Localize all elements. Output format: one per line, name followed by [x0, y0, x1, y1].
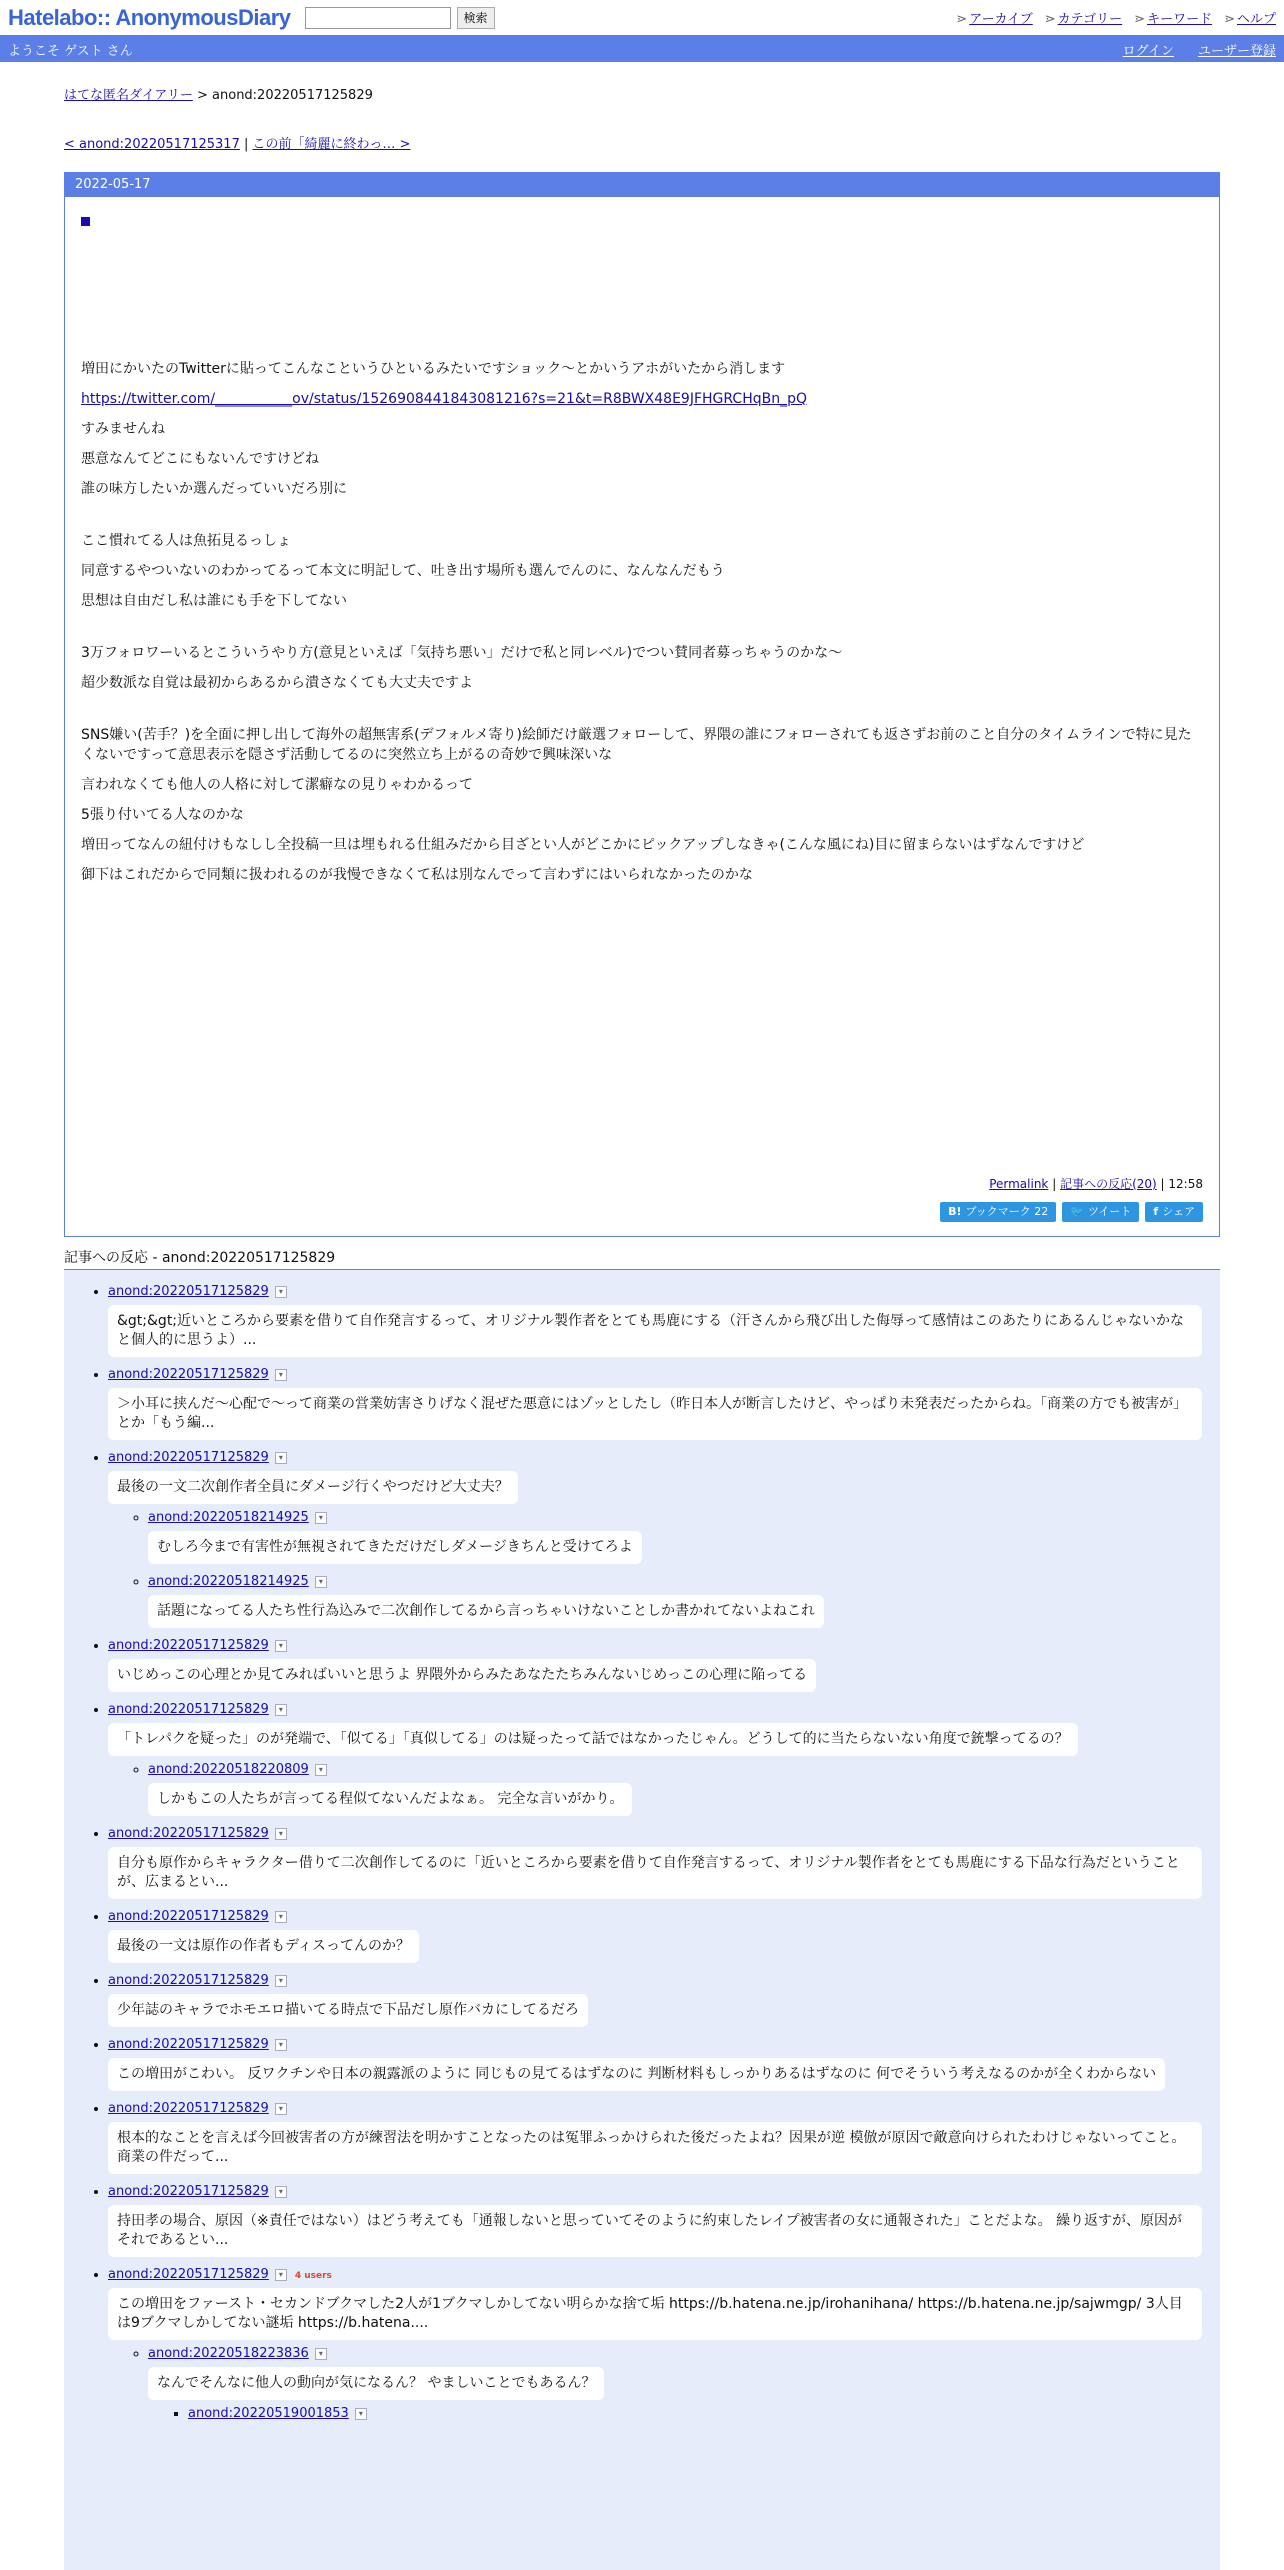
- reaction-id-link[interactable]: anond:20220518220809: [148, 1762, 309, 1777]
- reaction-text: 少年誌のキャラでホモエロ描いてる時点で下品だし原作バカにしてるだろ: [108, 1994, 588, 2027]
- expand-menu-icon[interactable]: ▾: [315, 2348, 327, 2360]
- reaction-id-link[interactable]: anond:20220517125829: [108, 2037, 269, 2052]
- permalink-link[interactable]: Permalink: [989, 1177, 1049, 1191]
- reaction-item: [108, 1450, 1206, 1628]
- welcome-bar: [0, 36, 1284, 62]
- reaction-id-link[interactable]: anond:20220518214925: [148, 1510, 309, 1525]
- reaction-text: しかもこの人たちが言ってる程似てないんだよなぁ。 完全な言いがかり。: [148, 1783, 632, 1816]
- bookmark-count: 22: [1034, 1205, 1049, 1218]
- main-content: [64, 84, 1220, 2570]
- entry-paragraph: 同意するやついないのわかってるって本文に明記して、吐き出す場所も選んでんのに、なんなんだもう: [81, 563, 725, 579]
- expand-menu-icon[interactable]: ▾: [275, 2269, 287, 2281]
- entry-paragraph: 言われなくても他人の人格に対して潔癖なの見りゃわかるって: [81, 777, 473, 793]
- reaction-item: [108, 1284, 1206, 1357]
- reaction-id-link[interactable]: anond:20220517125829: [108, 1638, 269, 1653]
- reaction-item: [188, 2406, 1206, 2421]
- reaction-text: 話題になってる人たち性行為込みで二次創作してるから言っちゃいけないことしか書かれてないよねこれ: [148, 1595, 824, 1628]
- entry-permalink-square[interactable]: [81, 213, 90, 229]
- reactions-title: 記事への反応 - anond:20220517125829: [64, 1247, 1220, 1270]
- reaction-text: &gt;&gt;近いところから要素を借りて自作発言するって、オリジナル製作者をとても馬鹿にする（汗さんから飛び出した侮辱って感情はこのあたりにあるんじゃないかなと個人的に思うよ）...: [108, 1305, 1202, 1357]
- reaction-id-link[interactable]: anond:20220518223836: [148, 2346, 309, 2361]
- reaction-id-link[interactable]: anond:20220517125829: [108, 2101, 269, 2116]
- expand-menu-icon[interactable]: ▾: [275, 1452, 287, 1464]
- prev-next-nav: [64, 133, 1220, 152]
- twitter-icon: 🐦: [1070, 1205, 1084, 1218]
- reaction-id-link[interactable]: anond:20220517125829: [108, 1367, 269, 1382]
- reaction-list: [78, 1284, 1206, 2421]
- reaction-item: [108, 1702, 1206, 1816]
- entry-paragraph: すみませんね: [81, 421, 165, 437]
- share-buttons: [81, 1202, 1203, 1222]
- reaction-item: [108, 1909, 1206, 1963]
- expand-menu-icon[interactable]: ▾: [315, 1764, 327, 1776]
- reaction-item: [108, 2101, 1206, 2174]
- reaction-item: [108, 1367, 1206, 1440]
- reaction-item: [148, 1762, 1206, 1816]
- entry-date: 2022-05-17: [65, 173, 1219, 197]
- entry-paragraph: 誰の味方したいか選んだっていいだろ別に: [81, 481, 347, 497]
- expand-menu-icon[interactable]: ▾: [275, 2103, 287, 2115]
- entry-paragraph: 悪意なんてどこにもないんですけどね: [81, 451, 319, 467]
- reaction-text: いじめっこの心理とか見てみればいいと思うよ 界隈外からみたあなたたちみんないじめっこの心理に陥ってる: [108, 1659, 816, 1692]
- reaction-text: 持田孝の場合、原因（※責任ではない）はどう考えても「通報しないと思っていてそのように約束したレイプ被害者の女に通報された」ことだよな。 繰り返すが、原因がそれであるとい...: [108, 2205, 1202, 2257]
- reaction-id-link[interactable]: anond:20220519001853: [188, 2406, 349, 2421]
- entry-paragraph: 超少数派な自覚は最初からあるから潰さなくても大丈夫ですよ: [81, 675, 473, 691]
- expand-menu-icon[interactable]: ▾: [355, 2408, 367, 2420]
- reaction-item: [108, 2267, 1206, 2421]
- entry-body: [65, 197, 1219, 1236]
- search-input[interactable]: [305, 7, 451, 29]
- reaction-text: 自分も原作からキャラクター借りて二次創作してるのに「近いところから要素を借りて自作発言するって、オリジナル製作者をとても馬鹿にする下品な行為だということが、広まるとい...: [108, 1847, 1202, 1899]
- reactions-list: [64, 1270, 1220, 2570]
- reaction-item: [108, 1638, 1206, 1692]
- reaction-text: 最後の一文は原作の作者もディスってんのか？: [108, 1930, 419, 1963]
- reaction-item: [148, 1574, 1206, 1628]
- expand-menu-icon[interactable]: ▾: [275, 1286, 287, 1298]
- expand-menu-icon[interactable]: ▾: [315, 1576, 327, 1588]
- prev-entry-link[interactable]: < anond:20220517125317: [64, 137, 240, 152]
- expand-menu-icon[interactable]: ▾: [275, 1704, 287, 1716]
- expand-menu-icon[interactable]: ▾: [275, 2186, 287, 2198]
- welcome-text: ようこそ ゲスト さん: [8, 43, 133, 59]
- reaction-text: この増田がこわい。 反ワクチンや日本の親露派のように 同じもの見てるはずなのに 判断材料もしっかりあるはずなのに 何でそういう考えなるのかが全くわからない: [108, 2058, 1165, 2091]
- expand-menu-icon[interactable]: ▾: [315, 1512, 327, 1524]
- reaction-id-link[interactable]: anond:20220517125829: [108, 1702, 269, 1717]
- reactions-link[interactable]: 記事への反応(20): [1060, 1177, 1157, 1191]
- search-button[interactable]: 検索: [457, 7, 495, 29]
- facebook-icon: f: [1153, 1205, 1159, 1218]
- reaction-item: [148, 1510, 1206, 1564]
- breadcrumb-root-link[interactable]: はてな匿名ダイアリー: [64, 88, 193, 103]
- prev-next-separator: |: [244, 137, 249, 152]
- nav-category[interactable]: ⋗ カテゴリー: [1045, 8, 1122, 27]
- paragraph-gap: [81, 509, 1203, 531]
- paragraph-gap: [81, 703, 1203, 725]
- reaction-item: [148, 2346, 1206, 2421]
- nav-keyword[interactable]: ⋗ キーワード: [1134, 8, 1212, 27]
- entry-paragraph: 増田にかいたのTwitterに貼ってこんなこというひといるみたいですショック〜とかいうアホがいたから消します: [81, 361, 786, 377]
- reaction-text: 「トレパクを疑った」のが発端で、「似てる」「真似してる」のは疑ったって話ではなかったじゃん。どうして的に当たらないない角度で銃撃ってるの？: [108, 1723, 1078, 1756]
- reaction-text: ＞小耳に挟んだ〜心配で〜って商業の営業妨害さりげなく混ぜた悪意にはゾッとしたし（昨日本人が断言したけど、やっぱり未発表だったからね。「商業の方でも被害が」とか「もう編...: [108, 1388, 1202, 1440]
- entry-paragraph: 思想は自由だし私は誰にも手を下してない: [81, 593, 347, 609]
- expand-menu-icon[interactable]: ▾: [275, 1911, 287, 1923]
- top-nav: [956, 8, 1276, 27]
- expand-menu-icon[interactable]: ▾: [275, 1640, 287, 1652]
- entry-text: [81, 359, 1203, 885]
- reaction-text: むしろ今まで有害性が無視されてきただけだしダメージきちんと受けてろよ: [148, 1531, 642, 1564]
- reaction-item: [108, 2037, 1206, 2091]
- entry-paragraph: 3万フォロワーいるとこういうやり方(意見といえば「気持ち悪い」だけで私と同レベル)でつい賛同者募っちゃうのかな〜: [81, 645, 843, 661]
- login-link[interactable]: ログイン: [1122, 43, 1174, 59]
- entry-time: 12:58: [1168, 1177, 1203, 1191]
- reaction-list: [108, 2346, 1206, 2421]
- expand-menu-icon[interactable]: ▾: [275, 1975, 287, 1987]
- entry-link[interactable]: https://twitter.com/___________ov/status/1526908441843081216?s=21&t=R8BWX48E9JFHGRCHqBn_pQ: [81, 391, 807, 407]
- expand-menu-icon[interactable]: ▾: [275, 1369, 287, 1381]
- reaction-id-link[interactable]: anond:20220518214925: [148, 1574, 309, 1589]
- square-icon: [81, 217, 90, 226]
- next-entry-link[interactable]: この前「綺麗に終わっ… >: [252, 137, 411, 152]
- reaction-item: [108, 2184, 1206, 2257]
- reaction-id-link[interactable]: anond:20220517125829: [108, 2267, 269, 2282]
- reaction-text: この増田をファースト・セカンドブクマした2人が1ブクマしかしてない明らかな捨て垢 https://b.hatena.ne.jp/irohanihana/ https://b.hatena.ne.jp/sajwmgp/ 3人目は9ブクマしかしてない謎垢 https://b.hatena....: [108, 2288, 1202, 2340]
- entry-footer: Permalink | 記事への反応(20) | 12:58: [989, 1177, 1203, 1191]
- reaction-text: なんでそんなに他人の動向が気になるん？ やましいことでもあるん？: [148, 2367, 604, 2400]
- bookmark-users-badge[interactable]: 4 users: [294, 2271, 332, 2281]
- entry-paragraph: ここ慣れてる人は魚拓見るっしょ: [81, 533, 291, 549]
- reaction-list: [108, 1510, 1206, 1628]
- breadcrumb-current: anond:20220517125829: [212, 88, 373, 103]
- reaction-id-link[interactable]: anond:20220517125829: [108, 1284, 269, 1299]
- top-bar: [0, 0, 1284, 36]
- reaction-text: 最後の一文二次創作者全員にダメージ行くやつだけど大丈夫？: [108, 1471, 518, 1504]
- entry: [64, 172, 1220, 1237]
- entry-paragraph: 5張り付いてる人なのかな: [81, 807, 244, 823]
- site-logo[interactable]: Hatelabo:: AnonymousDiary: [8, 4, 291, 30]
- bookmark-button[interactable]: B! ブックマーク 22: [940, 1202, 1056, 1222]
- facebook-share-button[interactable]: f シェア: [1145, 1202, 1203, 1222]
- entry-paragraph: 御下はこれだからで同類に扱われるのが我慢できなくて私は別なんでって言わずにはいられなかったのかな: [81, 867, 753, 883]
- nav-archive[interactable]: ⋗ アーカイブ: [956, 8, 1032, 27]
- entry-paragraph: SNS嫌い(苦手？)を全面に押し出して海外の超無害系(デフォルメ寄り)絵師だけ厳選フォローして、界隈の誰にフォローされても返さずお前のこと自分のタイムラインで特に見たくないですって意思表示を隠さず活動してるのに突然立ち上がるの奇妙で興味深いな: [81, 727, 1192, 763]
- reaction-id-link[interactable]: anond:20220517125829: [108, 1909, 269, 1924]
- breadcrumb: [64, 84, 1220, 103]
- tweet-button[interactable]: 🐦 ツイート: [1062, 1202, 1139, 1222]
- reaction-item: [108, 1973, 1206, 2027]
- expand-menu-icon[interactable]: ▾: [275, 1828, 287, 1840]
- reaction-list: [108, 1762, 1206, 1816]
- reaction-id-link[interactable]: anond:20220517125829: [108, 2184, 269, 2199]
- reaction-text: 根本的なことを言えば今回被害者の方が練習法を明かすことなったのは冤罪ふっかけられた後だったよね？因果が逆 模倣が原因で敵意向けられたわけじゃないってこと。 商業の件だって...: [108, 2122, 1202, 2174]
- hatena-bookmark-icon: B!: [948, 1205, 962, 1218]
- reaction-id-link[interactable]: anond:20220517125829: [108, 1450, 269, 1465]
- nav-help[interactable]: ⋗ ヘルプ: [1224, 8, 1276, 27]
- reaction-id-link[interactable]: anond:20220517125829: [108, 1826, 269, 1841]
- reaction-id-link[interactable]: anond:20220517125829: [108, 1973, 269, 1988]
- register-link[interactable]: ユーザー登録: [1197, 43, 1276, 59]
- entry-paragraph: 増田ってなんの紐付けもなしし全投稿一旦は埋もれる仕組みだから目ざとい人がどこかにピックアップしなきゃ(こんな風にね)目に留まらないはずなんですけど: [81, 837, 1085, 853]
- reaction-item: [108, 1826, 1206, 1899]
- expand-menu-icon[interactable]: ▾: [275, 2039, 287, 2051]
- breadcrumb-separator: >: [196, 88, 208, 103]
- paragraph-gap: [81, 621, 1203, 643]
- reaction-list: [148, 2406, 1206, 2421]
